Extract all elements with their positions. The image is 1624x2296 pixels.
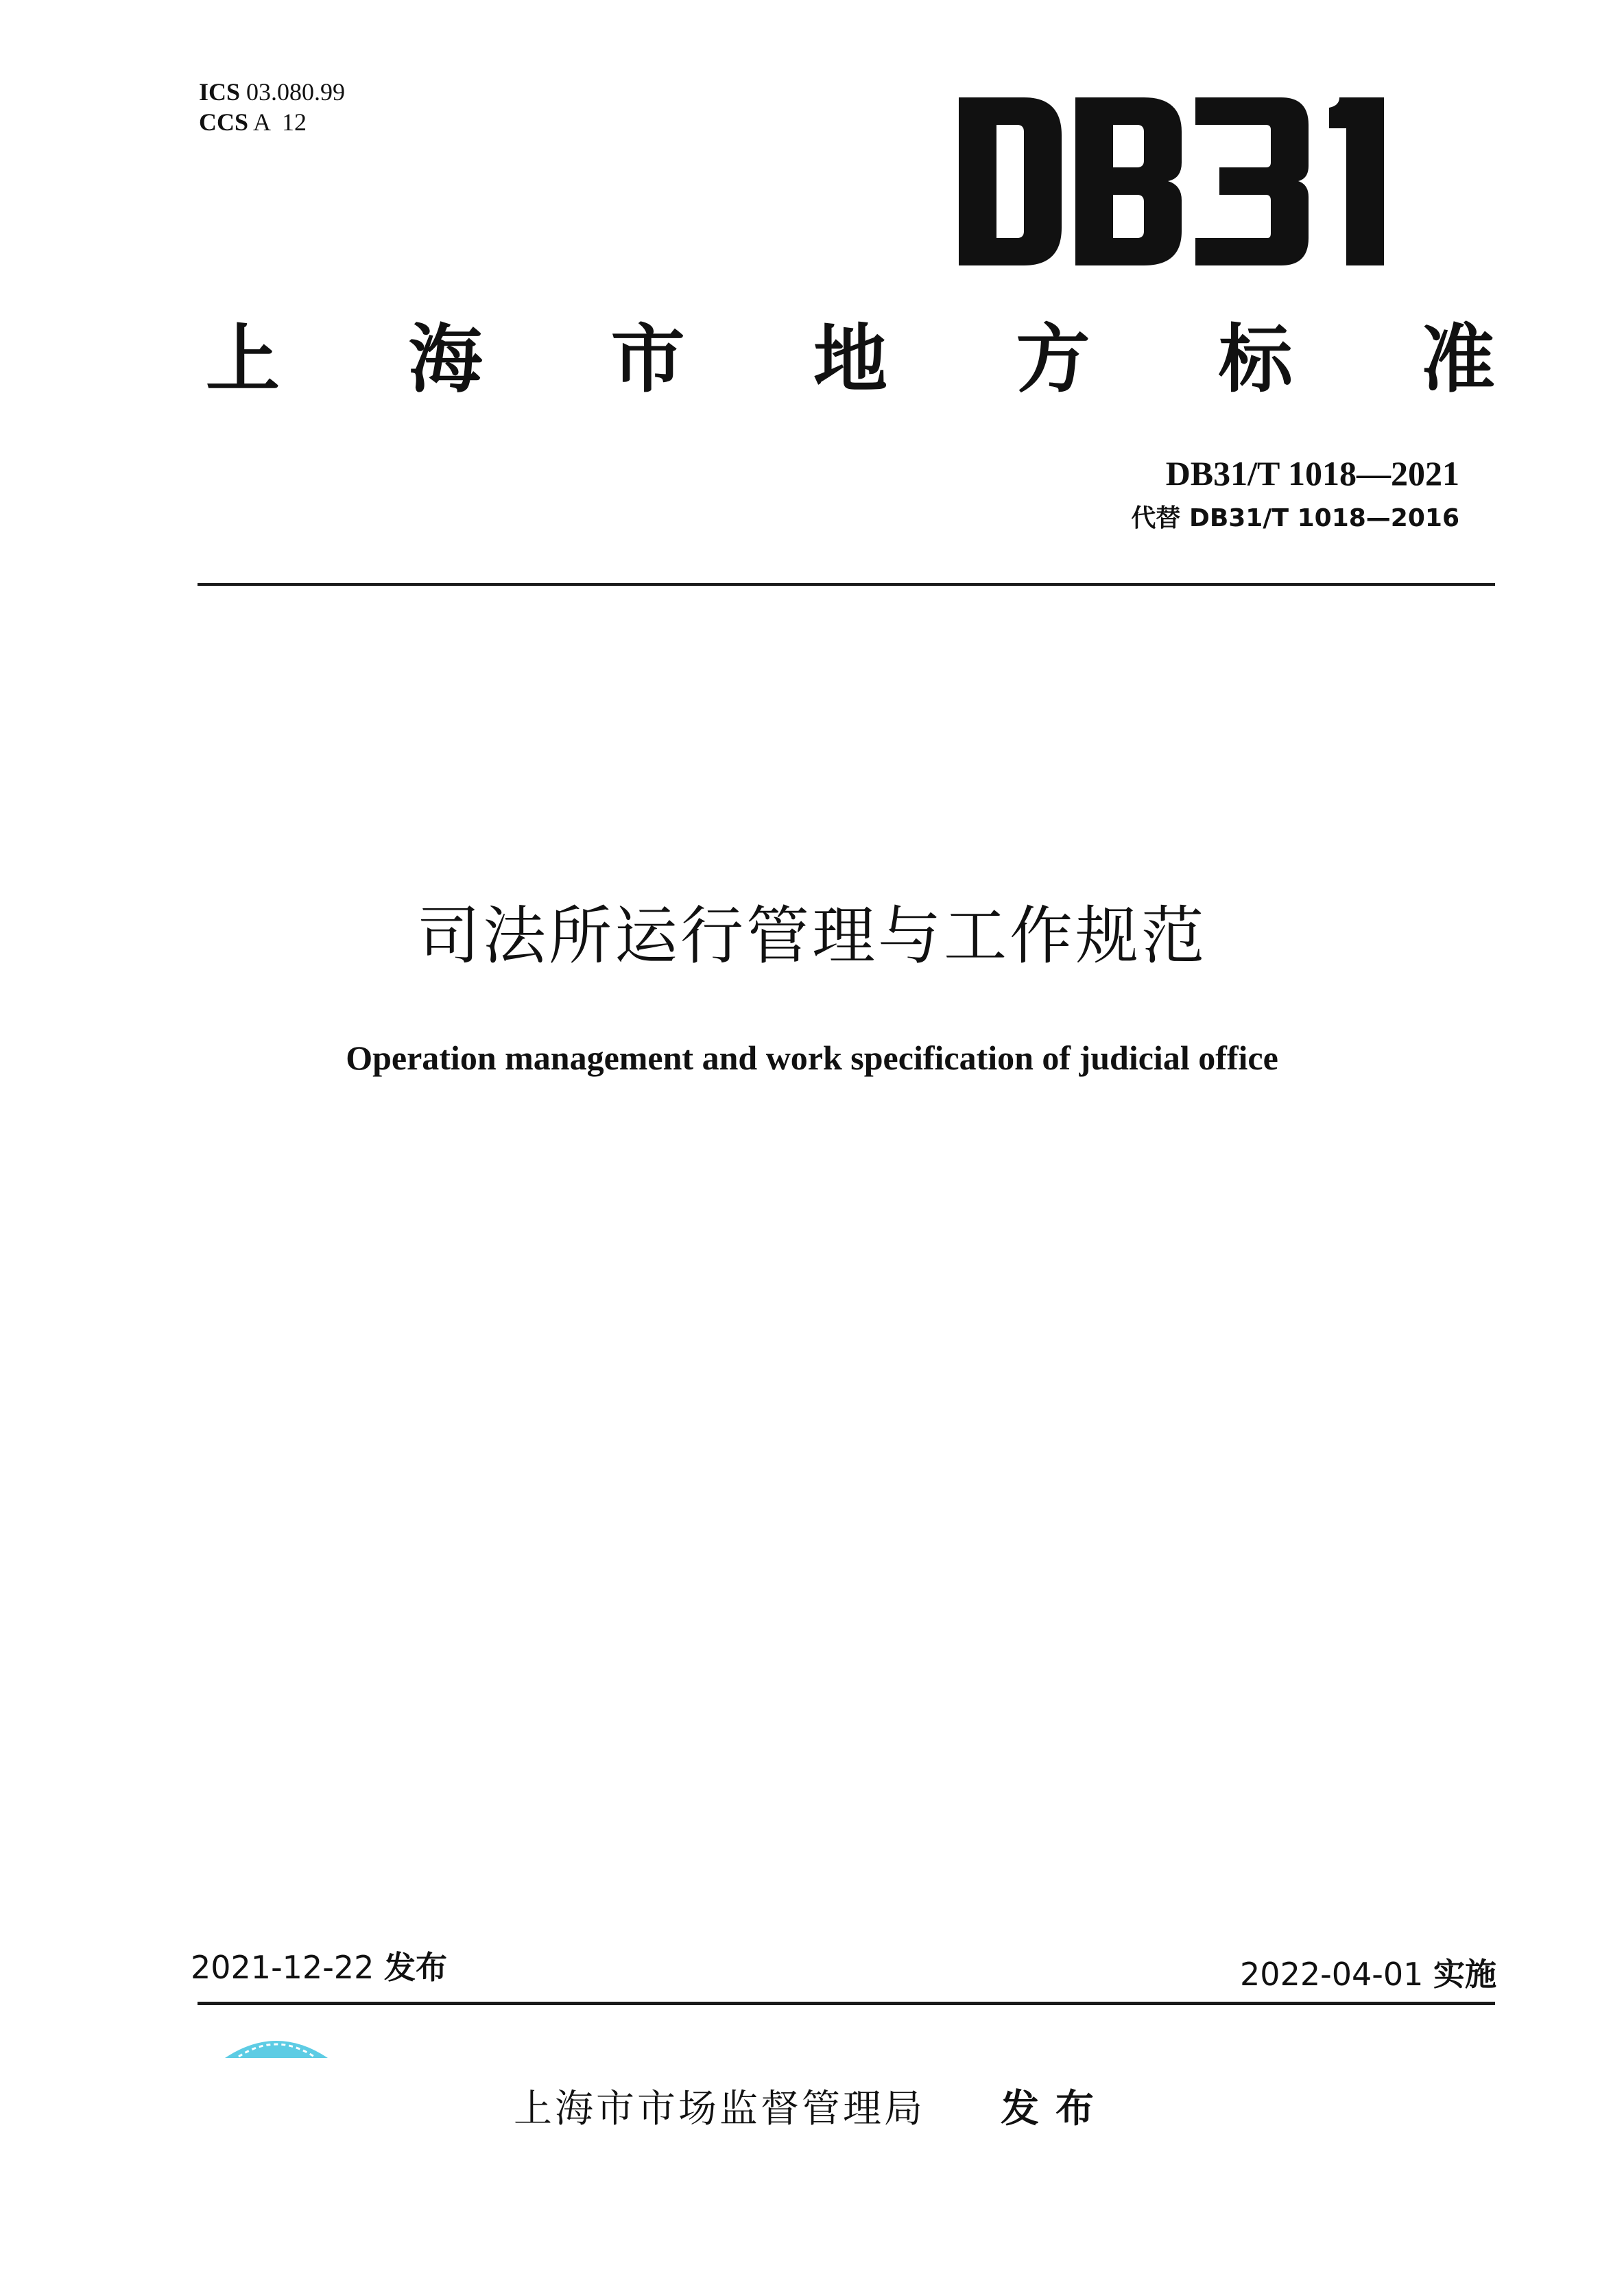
- implementation-date-suffix: 实施: [1433, 1956, 1496, 1993]
- implementation-date: [1240, 1954, 1496, 1995]
- standard-type-char: 市: [610, 317, 685, 403]
- standard-type-heading: [206, 316, 1495, 405]
- ics-label: ICS: [199, 78, 241, 106]
- standard-type-char: 准: [1420, 317, 1495, 403]
- issue-date: [191, 1947, 447, 1988]
- publisher-action: 发布: [1001, 2087, 1110, 2131]
- standard-type-char: 方: [1016, 317, 1090, 403]
- bottom-divider: [198, 2002, 1495, 2005]
- standard-type-char: 上: [206, 317, 280, 403]
- document-title-chinese: 司法所运行管理与工作规范: [416, 899, 1207, 973]
- publisher-line: [0, 2085, 1624, 2133]
- seal-stamp-fragment: [225, 2031, 328, 2058]
- db31-logo: [959, 97, 1398, 265]
- standard-type-char: 地: [813, 317, 887, 403]
- standard-type-char: 标: [1218, 317, 1293, 403]
- implementation-date-value: 2022-04-01: [1240, 1956, 1424, 1993]
- standard-type-char: 海: [408, 317, 483, 403]
- ccs-label: CCS: [199, 108, 249, 136]
- ics-line: [199, 77, 345, 107]
- publisher-organization: 上海市市场监督管理局: [514, 2087, 925, 2131]
- replaces-standard: 代替 DB31/T 1018—2016: [1131, 504, 1459, 532]
- classification-codes: [199, 77, 345, 137]
- ccs-code: A 12: [253, 108, 307, 136]
- standard-number: DB31/T 1018—2021: [1165, 454, 1459, 493]
- issue-date-suffix: 发布: [383, 1949, 447, 1986]
- ccs-line: [199, 107, 345, 137]
- issue-date-value: 2021-12-22: [191, 1949, 374, 1986]
- document-title-english: Operation management and work specification of judicial office: [346, 1039, 1278, 1077]
- ics-code: 03.080.99: [246, 78, 346, 106]
- top-divider: [198, 583, 1495, 586]
